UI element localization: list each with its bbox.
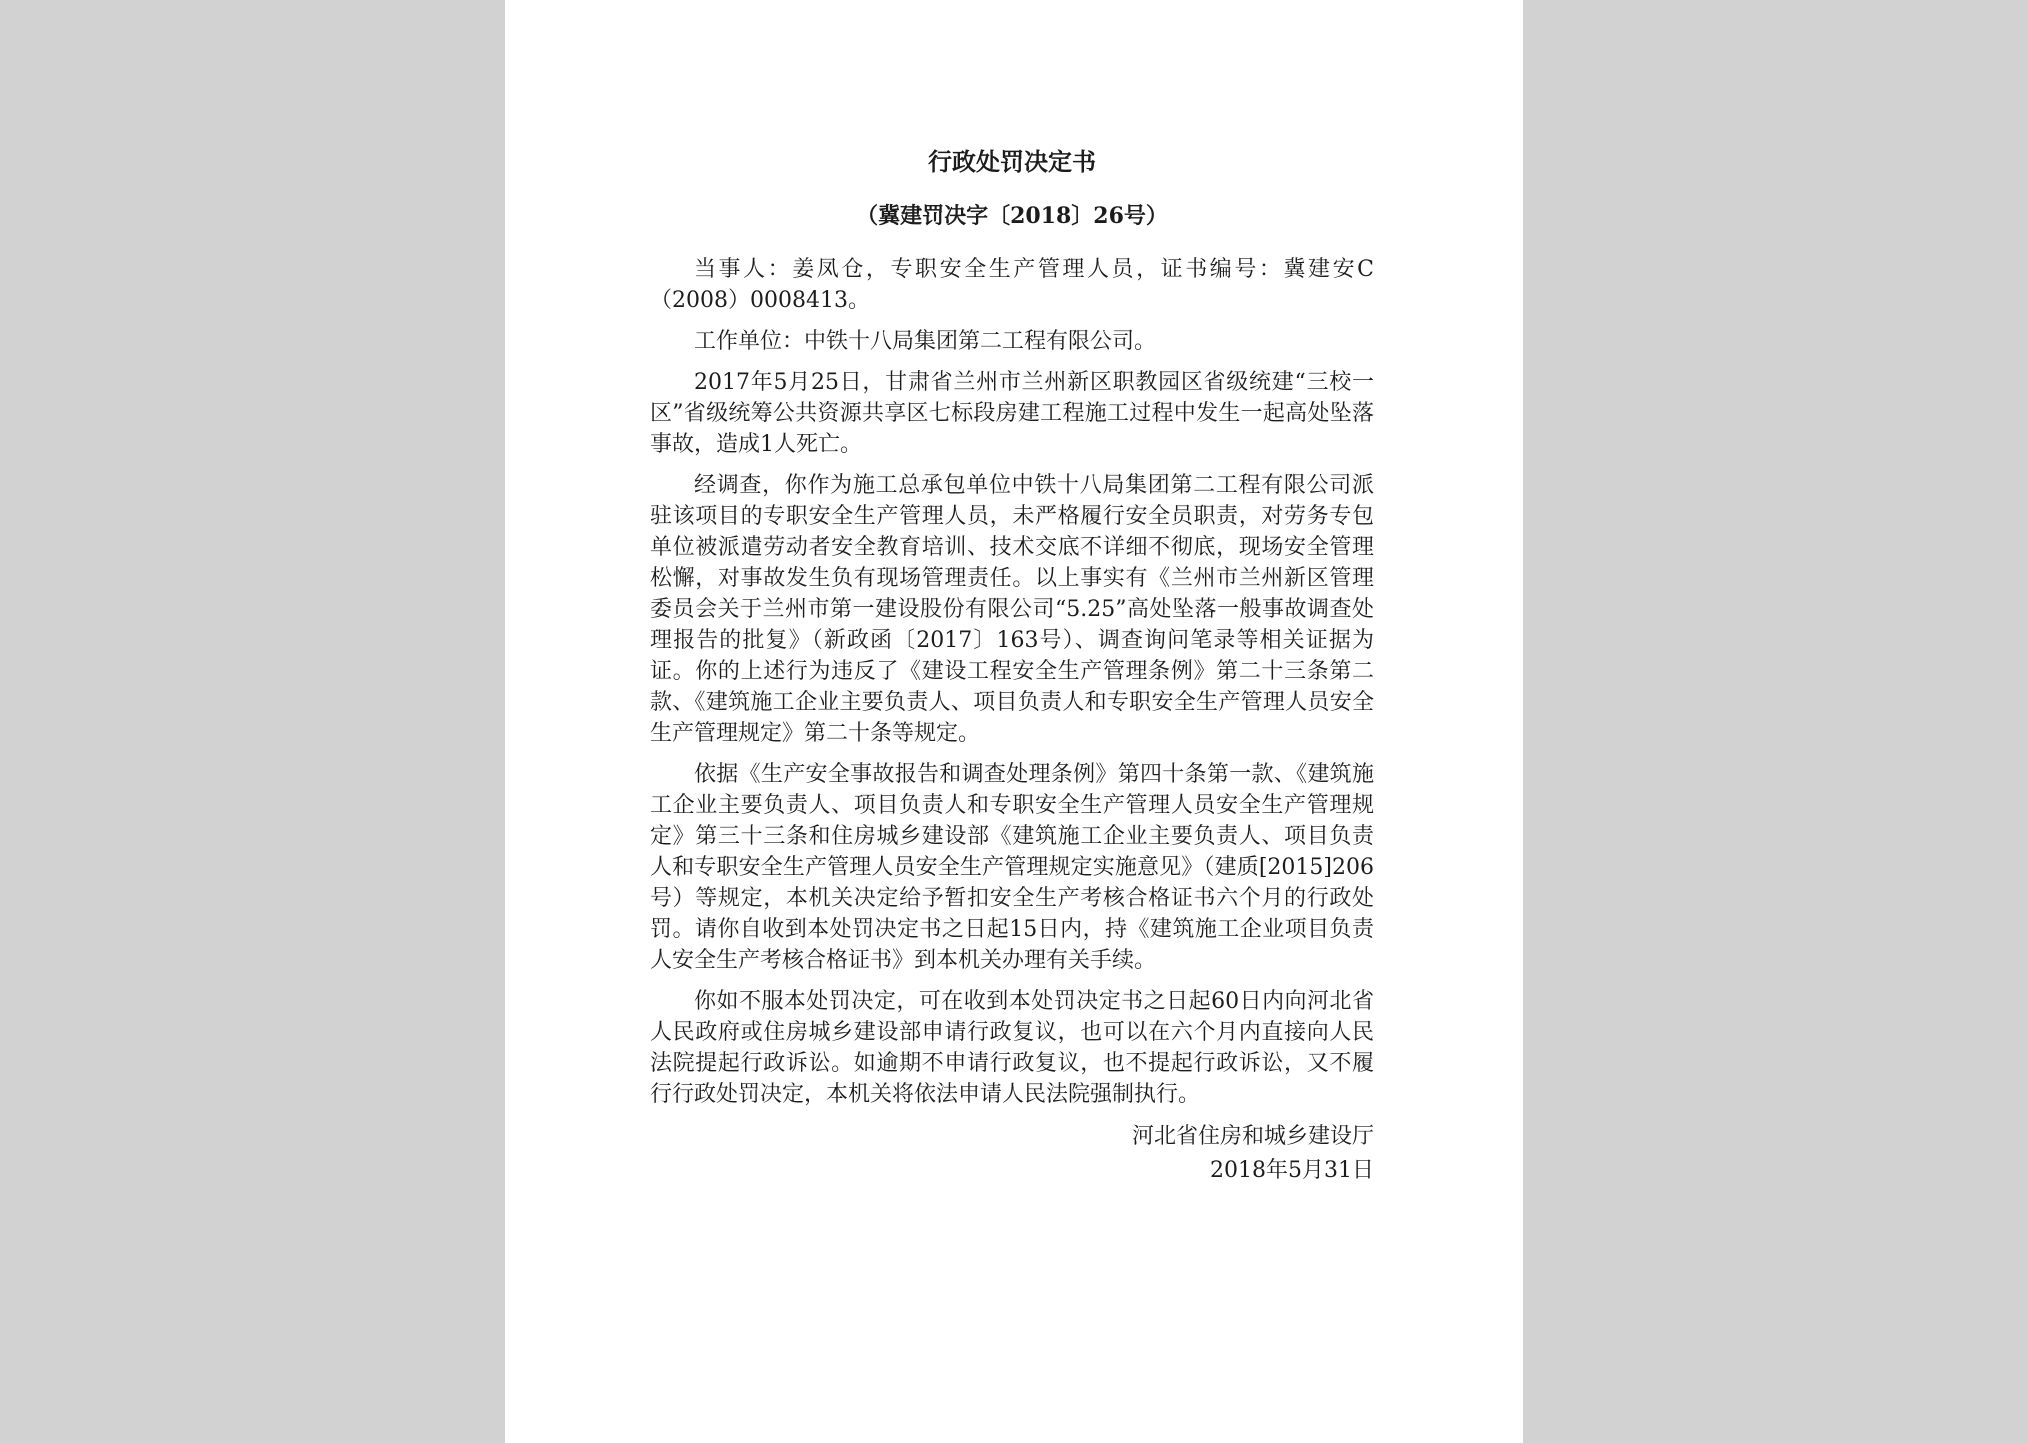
paragraph-penalty: 依据《生产安全事故报告和调查处理条例》第四十条第一款、《建筑施工企业主要负责人、项目负责人和专职安全生产管理人员安全生产管理规定》第三十三条和住房城乡建设部《建筑施工企业主要负责人、项目负责人和专职安全生产管理人员安全生产管理规定实施意见》（建质[2015]206号）等规定，本机关决定给予暂扣安全生产考核合格证书六个月的行政处罚。请你自收到本处罚决定书之日起15日内，持《建筑施工企业项目负责人安全生产考核合格证书》到本机关办理有关手续。 — [650, 762, 1374, 973]
paragraph-appeal: 你如不服本处罚决定，可在收到本处罚决定书之日起60日内向河北省人民政府或住房城乡建设部申请行政复议，也可以在六个月内直接向人民法院提起行政诉讼。如逾期不申请行政复议，也不提起行政诉讼，又不履行行政处罚决定，本机关将依法申请人民法院强制执行。 — [650, 989, 1374, 1107]
paragraph-party: 当事人：姜凤仓，专职安全生产管理人员，证书编号：冀建安C（2008）0008413。 — [650, 257, 1374, 313]
paragraph-investigation: 经调查，你作为施工总承包单位中铁十八局集团第二工程有限公司派驻该项目的专职安全生产管理人员，未严格履行安全员职责，对劳务专包单位被派遣劳动者安全教育培训、技术交底不详细不彻底，现场安全管理松懈，对事故发生负有现场管理责任。以上事实有《兰州市兰州新区管理委员会关于兰州市第一建设股份有限公司“5.25”高处坠落一般事故调查处理报告的批复》（新政函〔2017〕163号）、调查询问笔录等相关证据为证。你的上述行为违反了《建设工程安全生产管理条例》第二十三条第二款、《建筑施工企业主要负责人、项目负责人和专职安全生产管理人员安全生产管理规定》第二十条等规定。 — [650, 473, 1374, 746]
issue-date: 2018年5月31日 — [1210, 1158, 1374, 1183]
paragraph-incident: 2017年5月25日，甘肃省兰州市兰州新区职教园区省级统建“三校一区”省级统筹公共资源共享区七标段房建工程施工过程中发生一起高处坠落事故，造成1人死亡。 — [650, 370, 1374, 457]
document-page — [505, 0, 1523, 1443]
paragraph-employer: 工作单位：中铁十八局集团第二工程有限公司。 — [694, 329, 1157, 354]
document-body — [650, 142, 1374, 1188]
issuer-name: 河北省住房和城乡建设厅 — [1131, 1124, 1374, 1149]
document-number: （冀建罚决字〔2018〕26号） — [856, 203, 1168, 229]
document-title: 行政处罚决定书 — [928, 147, 1096, 176]
